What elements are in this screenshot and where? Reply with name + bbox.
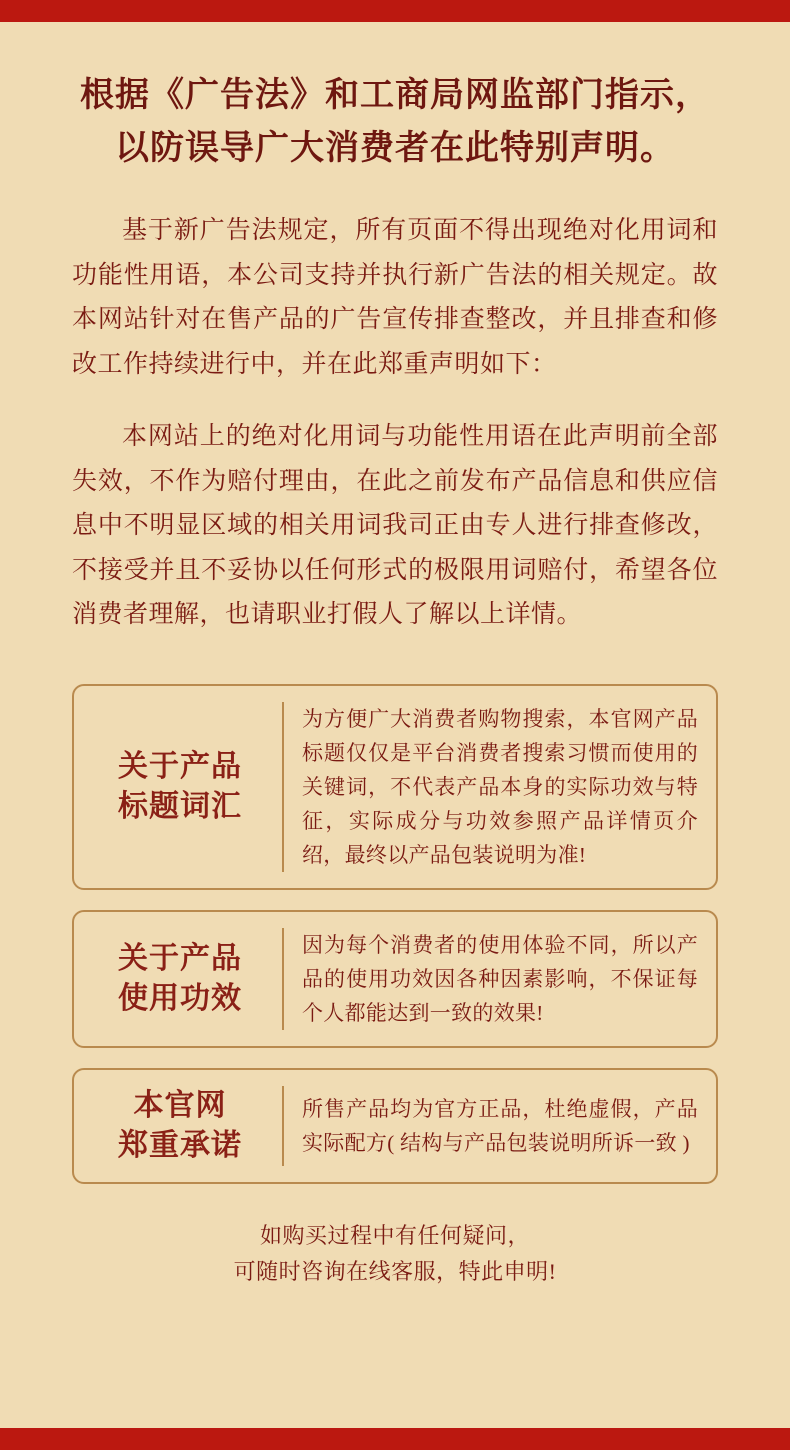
card-title <box>92 702 284 872</box>
statement-paragraph-1: 基于新广告法规定，所有页面不得出现绝对化用词和功能性用语，本公司支持并执行新广告法的相关规定。故本网站针对在售产品的广告宣传排查整改，并且排查和修改工作持续进行中，并在此郑重声明如下： <box>72 217 718 378</box>
page-title-line1: 根据《广告法》和工商局网监部门指示， <box>80 77 710 114</box>
statement-content <box>0 22 790 1450</box>
card-title <box>92 928 284 1030</box>
card-title-line2: 郑重承诺 <box>118 1129 242 1163</box>
top-decorative-bar <box>0 0 790 22</box>
card-title-line1: 本官网 <box>133 1089 227 1122</box>
card-official-promise <box>72 1068 718 1184</box>
footer-note-line1: 如购买过程中有任何疑问， <box>259 1223 530 1249</box>
card-body: 所售产品均为官方正品，杜绝虚假，产品实际配方( 结构与产品包装说明所诉一致 ) <box>302 1097 698 1156</box>
page-title <box>72 70 718 175</box>
bottom-decorative-bar <box>0 1428 790 1450</box>
page-title-line2: 以防误导广大消费者在此特别声明。 <box>115 129 675 167</box>
card-title-line2: 使用功效 <box>118 981 242 1015</box>
card-body: 为方便广大消费者购物搜索，本官网产品标题仅仅是平台消费者搜索习惯而使用的关键词，不代表产品本身的实际功效与特征，实际成分与功效参照产品详情页介绍，最终以产品包装说明为准! <box>302 706 698 867</box>
footer-note-line2: 可随时咨询在线客服，特此申明! <box>233 1258 557 1284</box>
statement-paragraph-2: 本网站上的绝对化用词与功能性用语在此声明前全部失效，不作为赔付理由，在此之前发布产品信息和供应信息中不明显区域的相关用词我司正由专人进行排查修改，不接受并且不妥协以任何形式的极限用词赔付，希望各位消费者理解，也请职业打假人了解以上详情。 <box>72 423 718 629</box>
card-title-line1: 关于产品 <box>118 749 242 783</box>
footer-note <box>72 1218 718 1288</box>
card-body: 因为每个消费者的使用体验不同，所以产品的使用功效因各种因素影响，不保证每个人都能达到一致的效果! <box>302 932 698 1025</box>
card-title-line1: 关于产品 <box>118 941 242 975</box>
card-title <box>92 1086 284 1166</box>
card-title-line2: 标题词汇 <box>118 789 242 823</box>
card-product-title-terms <box>72 684 718 890</box>
card-product-efficacy <box>72 910 718 1048</box>
statement-card-list <box>72 684 718 1185</box>
